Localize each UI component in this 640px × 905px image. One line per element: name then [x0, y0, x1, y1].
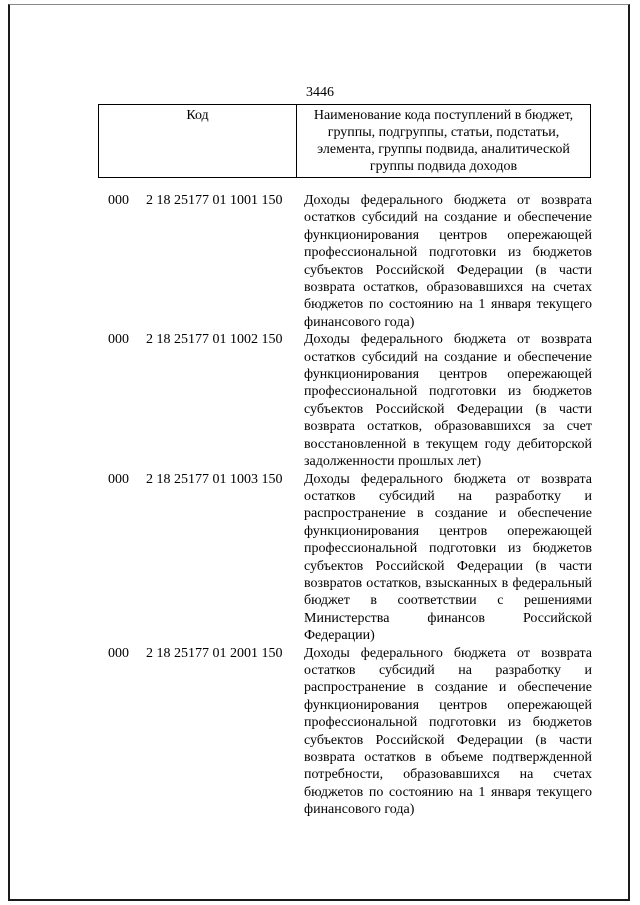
table-row [102, 645, 592, 819]
row-description: Доходы федерального бюджета от возврата остатков субсидий на создание и обеспечение функционирования центров опережающей профессиональной подготовки из бюджетов субъектов Российской Федерации (в части возврата остатков, образовавшихся за счет восстановленной в текущем году дебиторской задолженности прошлых лет) [304, 332, 592, 470]
row-description: Доходы федерального бюджета от возврата остатков субсидий на создание и обеспечение функционирования центров опережающей профессиональной подготовки из бюджетов субъектов Российской Федерации (в части возврата остатков, образовавшихся на счетах бюджетов по состоянию на 1 января текущего финансового года) [304, 193, 592, 330]
page-number: 3446 [306, 85, 334, 100]
row-admin-code: 000 [108, 471, 129, 487]
row-revenue-code: 2 18 25177 01 1002 150 [146, 332, 283, 348]
revenue-code-list [102, 192, 592, 819]
row-description: Доходы федерального бюджета от возврата остатков субсидий на разработку и распространение в создание и обеспечение функционирования центров опережающей профессиональной подготовки из бюджетов субъектов Российской Федерации (в части возврата остатков в объеме подтвержденной потребности, образовавшихся на счетах бюджетов по состоянию на 1 января текущего финансового года) [304, 645, 592, 818]
table-header [98, 104, 591, 178]
table-row [102, 471, 592, 645]
row-revenue-code: 2 18 25177 01 1001 150 [146, 193, 283, 208]
row-description: Доходы федерального бюджета от возврата остатков субсидий на разработку и распространение в создание и обеспечение функционирования центров опережающей профессиональной подготовки из бюджетов субъектов Российской Федерации (в части возвратов остатков, взысканных в федеральный бюджет в соответствии с решениями Министерства финансов Российской Федерации) [304, 471, 592, 644]
header-code-label: Код [99, 105, 297, 177]
row-admin-code: 000 [108, 193, 129, 208]
row-revenue-code: 2 18 25177 01 2001 150 [146, 645, 283, 661]
table-row [102, 192, 592, 331]
row-admin-code: 000 [108, 645, 129, 661]
header-name-label: Наименование кода поступлений в бюджет, группы, подгруппы, статьи, подстатьи, элемента, группы подвида, аналитической группы подвида доходов [313, 108, 574, 174]
row-admin-code: 000 [108, 332, 129, 348]
row-revenue-code: 2 18 25177 01 1003 150 [146, 471, 283, 487]
table-row [102, 331, 592, 470]
